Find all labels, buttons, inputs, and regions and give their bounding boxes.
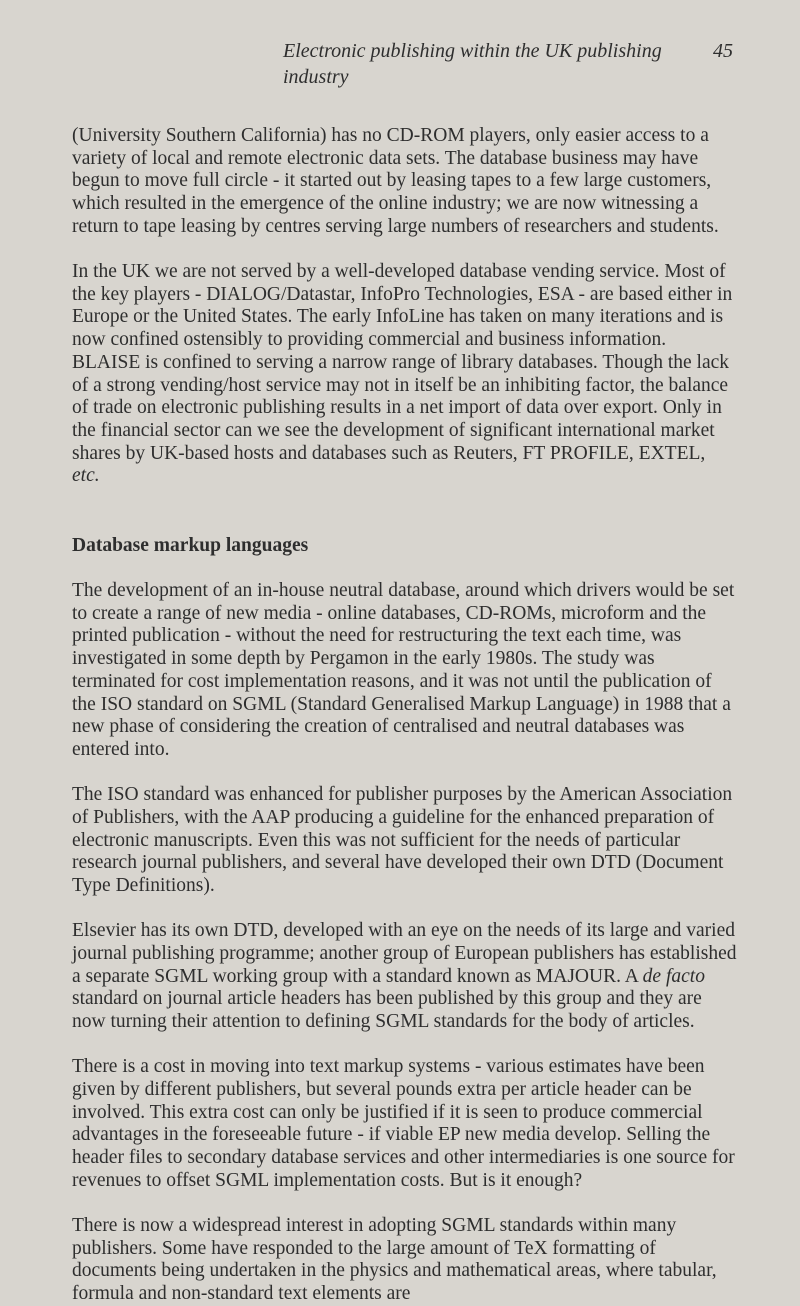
paragraph-2-text: In the UK we are not served by a well-developed database vending service. Most of the key players - DIALOG/Datastar, InfoPro Technologies, ESA - are based either in Europe or the United States. The early InfoLine has taken on many iterations and is now confined ostensibly to providing commercial and business information. BLAISE is confined to serving a narrow range of library databases. Though the lack of a strong vending/host service may not in itself be an inhibiting factor, the balance of trade on electronic publishing results in a net import of data over export. Only in the financial sector can we see the development of significant international market shares by UK-based hosts and databases such as Reuters, FT PROFILE, EXTEL, [72, 261, 733, 464]
paragraph-5-text-a: Elsevier has its own DTD, developed with an eye on the needs of its large and varied journal publishing programme; another group of European publishers has established a separate SGML working group with a standard known as MAJOUR. A [72, 920, 737, 987]
paragraph-1: (University Southern California) has no CD-ROM players, only easier access to a variety of local and remote electronic data sets. The database business may have begun to move full circle - it started out by leasing tapes to a few large customers, which resulted in the emergence of the online industry; we are now witnessing a return to tape leasing by centres serving large numbers of researchers and students. [72, 125, 719, 237]
paragraph-3: The development of an in-house neutral database, around which drivers would be set to create a range of new media - online databases, CD-ROMs, microform and the printed publication - without the need for restructuring the text each time, was investigated in some depth by Pergamon in the early 1980s. The study was terminated for cost implementation reasons, and it was not until the publication of the ISO standard on SGML (Standard Generalised Markup Language) in 1988 that a new phase of considering the creation of centralised and neutral databases was entered into. [72, 580, 735, 760]
page-number: 45 [713, 40, 733, 62]
section-heading: Database markup languages [72, 535, 309, 557]
paragraph-2-etc: etc. [72, 465, 100, 487]
body-text [72, 125, 737, 1306]
running-header [283, 38, 733, 90]
paragraph-7: There is now a widespread interest in adopting SGML standards within many publishers. Some have responded to the large amount of TeX formatting of documents being undertaken in the physics and mathematical areas, where tabular, formula and non-standard text elements are [72, 1214, 717, 1305]
paragraph-2 [72, 261, 737, 488]
running-title: Electronic publishing within the UK publishing industry [283, 40, 662, 88]
paragraph-6: There is a cost in moving into text markup systems - various estimates have been given by different publishers, but several pounds extra per article header can be involved. This extra cost can only be justified if it is seen to produce commercial advantages in the foreseeable future - if viable EP new media develop. Selling the header files to secondary database services and other intermediaries is one source for revenues to offset SGML implementation costs. But is it enough? [72, 1056, 735, 1191]
paragraph-5-italic: de facto [642, 965, 705, 987]
paragraph-5-text-b: standard on journal article headers has been published by this group and they are now turning their attention to defining SGML standards for the body of articles. [72, 988, 702, 1032]
paragraph-5 [72, 920, 737, 1034]
paragraph-4: The ISO standard was enhanced for publisher purposes by the American Association of Publishers, with the AAP producing a guideline for the enhanced preparation of electronic manuscripts. Even this was not sufficient for the needs of particular research journal publishers, and several have developed their own DTD (Document Type Definitions). [72, 784, 733, 896]
